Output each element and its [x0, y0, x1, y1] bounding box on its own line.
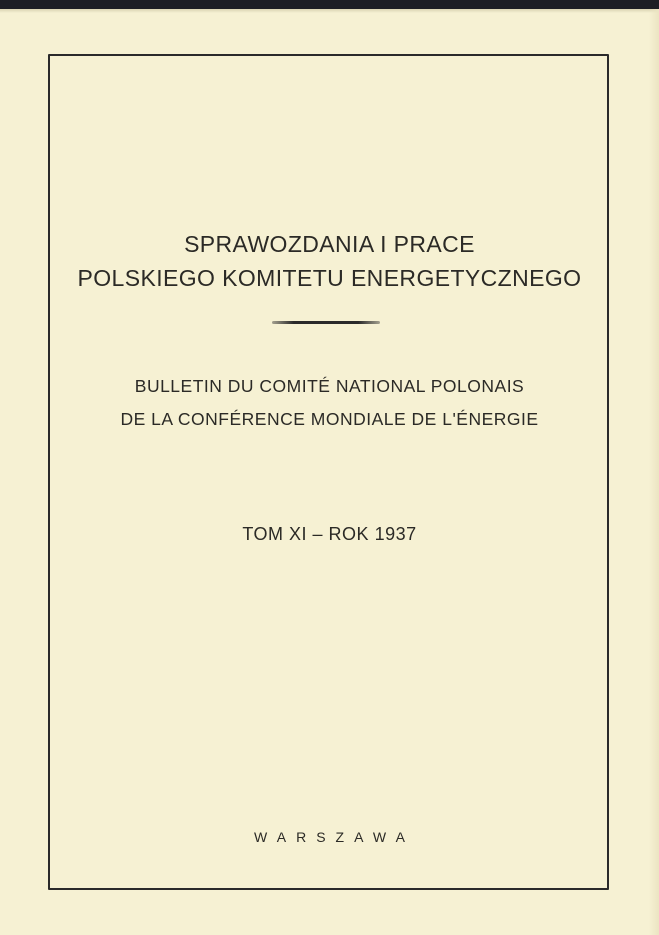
page-border-frame [48, 54, 609, 890]
scan-right-edge [649, 9, 659, 935]
subtitle [0, 370, 659, 436]
place-name: WARSZAWA [254, 829, 415, 845]
subtitle-line-2: DE LA CONFÉRENCE MONDIALE DE L'ÉNERGIE [120, 409, 539, 429]
volume-info [0, 524, 659, 545]
title-line-1: SPRAWOZDANIA I PRACE [184, 231, 475, 257]
decorative-rule [272, 321, 380, 324]
title-line-2: POLSKIEGO KOMITETU ENERGETYCZNEGO [77, 265, 582, 291]
subtitle-line-1: BULLETIN DU COMITÉ NATIONAL POLONAIS [134, 376, 525, 396]
scan-top-edge [0, 0, 659, 9]
scan-edge-shadow [0, 9, 659, 13]
main-title [0, 227, 659, 295]
volume-year: TOM XI – ROK 1937 [242, 524, 417, 544]
publication-place [0, 829, 659, 845]
